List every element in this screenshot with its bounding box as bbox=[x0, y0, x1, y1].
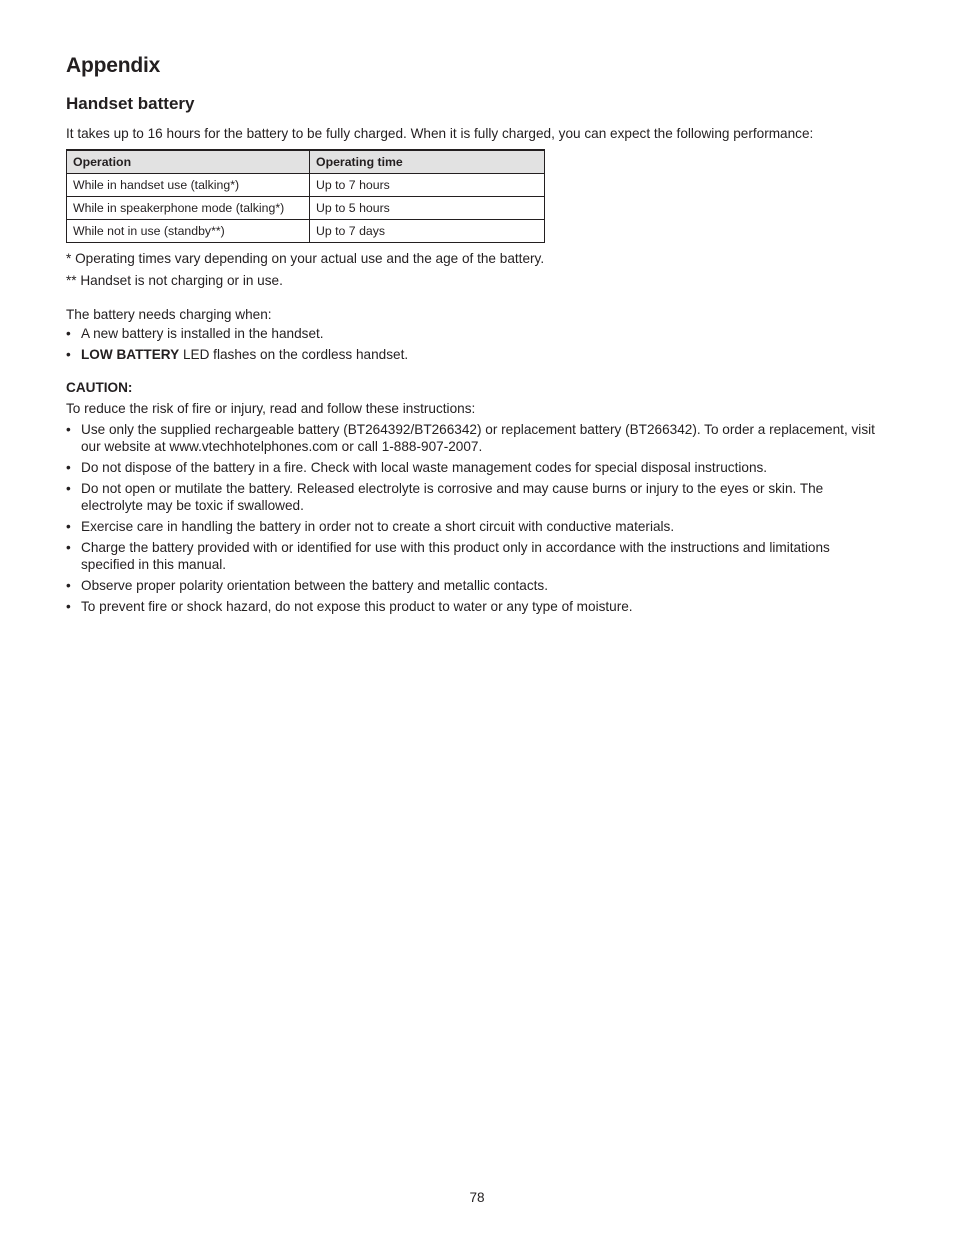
table-header-row bbox=[67, 150, 545, 174]
footnote-single-asterisk: * Operating times vary depending on your actual use and the age of the battery. bbox=[66, 251, 545, 266]
table-cell-operation: While in speakerphone mode (talking*) bbox=[67, 197, 310, 220]
list-item: • Exercise care in handling the battery in order not to create a short circuit with conductive materials. bbox=[66, 518, 886, 535]
page-heading: Appendix bbox=[66, 54, 161, 77]
list-item: • Observe proper polarity orientation between the battery and metallic contacts. bbox=[66, 577, 886, 594]
table-cell-time: Up to 7 days bbox=[310, 220, 545, 243]
list-item: • Charge the battery provided with or identified for use with this product only in accordance with the instructions and limitations specified in this manual. bbox=[66, 539, 886, 573]
list-item-text: A new battery is installed in the handset. bbox=[81, 326, 324, 341]
table-cell-time: Up to 5 hours bbox=[310, 197, 545, 220]
section-heading: Handset battery bbox=[66, 94, 195, 113]
list-item: • Do not dispose of the battery in a fire. Check with local waste management codes for special disposal instructions. bbox=[66, 459, 886, 476]
battery-performance-table bbox=[66, 149, 545, 243]
caution-heading: CAUTION: bbox=[66, 380, 133, 395]
footnote-double-asterisk: ** Handset is not charging or in use. bbox=[66, 273, 283, 288]
table-row bbox=[67, 174, 545, 197]
list-item: • To prevent fire or shock hazard, do not expose this product to water or any type of moisture. bbox=[66, 598, 886, 615]
list-item bbox=[66, 325, 886, 342]
table-cell-operation: While in handset use (talking*) bbox=[67, 174, 310, 197]
caution-intro: To reduce the risk of fire or injury, read and follow these instructions: bbox=[66, 401, 476, 416]
caution-list bbox=[66, 421, 886, 615]
page-number: 78 bbox=[469, 1190, 485, 1205]
charging-conditions-list bbox=[66, 325, 886, 363]
intro-text: It takes up to 16 hours for the battery to be fully charged. When it is fully charged, you can expect the following performance: bbox=[66, 126, 814, 141]
list-item bbox=[66, 346, 886, 363]
list-item-text: LED flashes on the cordless handset. bbox=[179, 347, 409, 362]
table-cell-operation: While not in use (standby**) bbox=[67, 220, 310, 243]
list-item: • Do not open or mutilate the battery. Released electrolyte is corrosive and may cause burns or injury to the eyes or skin. The electrolyte may be toxic if swallowed. bbox=[66, 480, 886, 514]
charging-intro: The battery needs charging when: bbox=[66, 307, 272, 322]
table-header-operating-time: Operating time bbox=[310, 150, 545, 174]
table-cell-time: Up to 7 hours bbox=[310, 174, 545, 197]
low-battery-label: LOW BATTERY bbox=[81, 347, 180, 362]
table-header-operation: Operation bbox=[67, 150, 310, 174]
table-row bbox=[67, 197, 545, 220]
table-row bbox=[67, 220, 545, 243]
list-item: • Use only the supplied rechargeable battery (BT264392/BT266342) or replacement battery (BT266342). To order a replacement, visit our website at www.vtechhotelphones.com or call 1-888-907-2007. bbox=[66, 421, 886, 455]
page-content bbox=[66, 50, 886, 619]
